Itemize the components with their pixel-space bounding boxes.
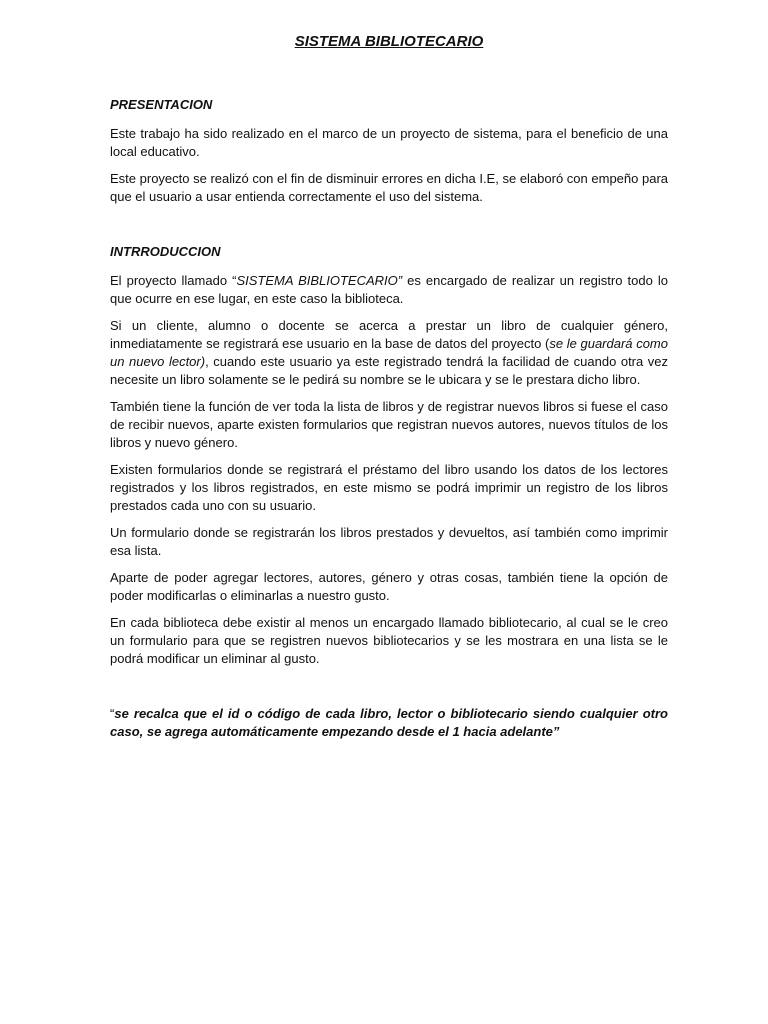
introduccion-paragraph-1: [110, 272, 668, 308]
heading-introduccion: INTRRODUCCION: [110, 244, 221, 259]
introduccion-paragraph-2: [110, 317, 668, 389]
introduccion-paragraph-3: También tiene la función de ver toda la lista de libros y de registrar nuevos libros si fuese el caso de recibir nuevos, aparte existen formularios que registran nuevos autores, nuevos títulos de los libros y nuevo género.: [110, 399, 668, 450]
closing-note-open-quote: “: [110, 706, 115, 721]
intro-p1-project-name: SISTEMA BIBLIOTECARIO”: [236, 273, 403, 288]
intro-p2-emphasis: se le guardará como un nuevo lector): [110, 336, 668, 369]
document-title: SISTEMA BIBLIOTECARIO: [294, 33, 484, 50]
closing-note: [110, 705, 668, 741]
introduccion-paragraph-7: En cada biblioteca debe existir al menos un encargado llamado bibliotecario, al cual se le creo un formulario para que se registren nuevos bibliotecarios y se les mostrara en una lista se le podrá modificar un eliminar al gusto.: [110, 615, 668, 666]
document-body: [110, 96, 668, 741]
introduccion-paragraph-4: Existen formularios donde se registrará el préstamo del libro usando los datos de los lectores registrados y los libros registrados, en este mismo se podrá imprimir un registro de los libros prestados cada uno con su usuario.: [110, 462, 668, 513]
intro-p2-text-after: , cuando este usuario ya este registrado tendrá la facilidad de cuando otra vez necesite un libro solamente se le pedirá su nombre se le ubicara y se le prestara dicho libro.: [110, 354, 668, 387]
introduccion-paragraph-6: Aparte de poder agregar lectores, autores, género y otras cosas, también tiene la opción de poder modificarlas o eliminarlas a nuestro gusto.: [110, 570, 668, 603]
heading-presentacion: PRESENTACION: [110, 97, 213, 112]
intro-p1-text-after: es encargado de realizar un registro todo lo que ocurre en ese lugar, en este caso la biblioteca.: [110, 273, 668, 306]
intro-p2-text-before: Si un cliente, alumno o docente se acerca a prestar un libro de cualquier género, inmediatamente se registrará ese usuario en la base de datos del proyecto (: [110, 318, 668, 351]
introduccion-paragraph-5: Un formulario donde se registrarán los libros prestados y devueltos, así también como imprimir esa lista.: [110, 525, 668, 558]
presentacion-paragraph-1: Este trabajo ha sido realizado en el marco de un proyecto de sistema, para el beneficio de una local educativo.: [110, 126, 668, 159]
intro-p1-text-before: El proyecto llamado “: [110, 273, 237, 288]
presentacion-paragraph-2: Este proyecto se realizó con el fin de disminuir errores en dicha I.E, se elaboró con empeño para que el usuario a usar entienda correctamente el uso del sistema.: [110, 171, 668, 204]
closing-note-text: se recalca que el id o código de cada libro, lector o bibliotecario siendo cualquier otro caso, se agrega automáticamente empezando desde el 1 hacia adelante”: [110, 706, 668, 739]
